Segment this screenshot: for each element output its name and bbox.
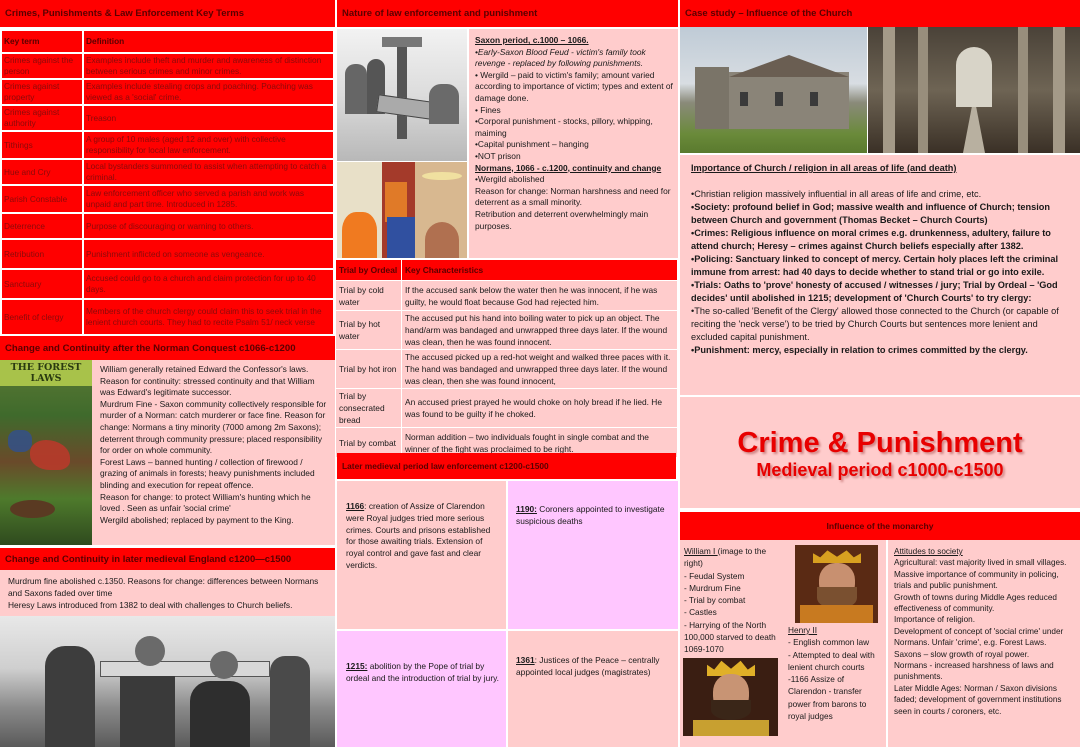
table-row	[336, 389, 678, 428]
key-terms-header-row	[1, 30, 334, 53]
william-item: - Murdrum Fine	[684, 582, 741, 593]
monarchy-title-bar	[680, 512, 1080, 540]
forest-laws-image	[0, 360, 92, 545]
year-label: 1215:	[346, 661, 368, 671]
table-row	[336, 350, 678, 389]
ordeal-name-header: Trial by Ordeal	[336, 260, 402, 281]
norman-item: •Wergild abolished	[475, 174, 545, 185]
william-section	[684, 545, 784, 656]
term-cell: Sanctuary	[1, 269, 83, 299]
definition-cell: Treason	[83, 105, 334, 131]
henry-item: -1166 Assize of Clarendon - transfer power from barons to royal judges	[788, 674, 867, 722]
henry-item: - Attempted to deal with lenient church courts	[788, 649, 875, 672]
attitude-item: Later Middle Ages: Norman / Saxon divisions faded; development of government institutions seen in courts / coroners, etc.	[894, 683, 1062, 716]
monarchy-kings-panel	[680, 540, 886, 747]
later-enforcement-title-bar	[337, 453, 676, 479]
henry-section	[788, 624, 884, 722]
later-medieval-title-bar	[0, 548, 335, 570]
table-row	[336, 311, 678, 350]
monarchy-title: Influence of the monarchy	[826, 521, 934, 531]
enforcement-cell-1190	[508, 481, 678, 629]
william-portrait	[795, 545, 878, 623]
norman-line: William generally retained Edward the Confessor's laws.	[100, 364, 309, 374]
term-cell: Benefit of clergy	[1, 299, 83, 335]
later-medieval-text	[0, 570, 335, 616]
attitudes-panel	[888, 540, 1080, 747]
definition-cell: Local bystanders summoned to assist when attempting to catch a criminal.	[83, 159, 334, 185]
term-cell: Crimes against property	[1, 79, 83, 105]
definition-cell: Law enforcement officer who served a parish and work was unpaid and part time. Introduced in 1285.	[83, 185, 334, 213]
table-row	[1, 131, 334, 159]
enforcement-cell-1166	[337, 481, 506, 629]
church-item: •Punishment: mercy, especially in relation to crimes committed by the clergy.	[691, 345, 1028, 355]
nature-title: Nature of law enforcement and punishment	[342, 8, 538, 19]
later-medieval-line: Murdrum fine abolished c.1350. Reasons for change: differences between Normans and Saxons faded over time	[8, 576, 319, 598]
ordeal-description: Norman addition – two individuals fought in single combat and the winner of the fight was proclaimed to be right.	[402, 428, 678, 458]
key-terms-title-bar	[0, 0, 335, 27]
table-row	[1, 239, 334, 269]
saxon-item: •NOT prison	[475, 150, 521, 161]
medieval-punishment-illustration	[337, 162, 467, 258]
forest-laws-caption: THE FOREST LAWS	[0, 360, 92, 386]
henry-item: - English common law	[788, 637, 870, 648]
definition-cell: Examples include stealing crops and poaching. Poaching was viewed as a 'social' crime.	[83, 79, 334, 105]
ordeal-name: Trial by cold water	[336, 281, 402, 311]
attitude-item: Development of concept of 'social crime' under Normans. Unfair 'crime', e.g. Forest Laws.	[894, 626, 1064, 648]
norman-item: Retribution and deterrent overwhelmingly main purposes.	[475, 208, 649, 231]
norman-conquest-text	[92, 360, 335, 545]
ordeal-description: An accused priest prayed he would choke on holy bread if he lied. He was found to be guilty if he choked.	[402, 389, 678, 428]
table-row	[1, 269, 334, 299]
henry-heading: Henry II	[788, 625, 818, 635]
attitude-item: Agricultural: vast majority lived in small villages.	[894, 558, 1067, 568]
attitude-item: Massive importance of community in policing, trials and public punishment.	[894, 569, 1059, 591]
later-enforcement-title: Later medieval period law enforcement c1200-c1500	[342, 461, 549, 471]
enforcement-cell-1215	[337, 631, 506, 747]
church-title: Case study – Influence of the Church	[685, 8, 853, 19]
church-heading: Importance of Church / religion in all areas of life (and death)	[691, 163, 957, 173]
church-item: •Trials: Oaths to 'prove' honesty of accused / witnesses / jury; Trial by Ordeal – 'God decides' until abolished in 1215; development of 'Church Courts' to try clergy:	[691, 280, 1058, 303]
church-item: •The so-called 'Benefit of the Clergy' allowed those connected to the Church (or capable of reciting the 'neck verse') to be tried by Church Courts but sentences more lenient and excluded capital punishment.	[691, 306, 1059, 342]
key-term-header: Key term	[1, 30, 83, 53]
table-row	[1, 185, 334, 213]
church-text	[680, 155, 1080, 395]
attitude-item: Importance of religion.	[894, 615, 976, 625]
stocks-engraving-image	[337, 29, 467, 161]
attitude-item: Saxons – slow growth of royal power.	[894, 649, 1030, 659]
ordeal-description: The accused picked up a red-hot weight and walked three paces with it. The hand was bandaged and unwrapped three days later. If the wound was clean, then she was found innocent,	[402, 350, 678, 389]
norman-line: Reason for continuity: stressed continuity and that William was Edward's legitimate successor.	[100, 375, 315, 398]
church-title-bar	[680, 0, 1080, 27]
term-cell: Deterrence	[1, 213, 83, 239]
norman-item: Reason for change: Norman harshness and need for deterrent as a small minority.	[475, 185, 671, 208]
enforcement-text: : creation of Assize of Clarendon were Royal judges tried more serious crimes. Courts and prisons established for those awaiting trials. Extension of royal control and gave fast and clear verdicts.	[346, 501, 491, 570]
later-medieval-title: Change and Continuity in later medieval England c1200—c1500	[5, 553, 292, 565]
definition-cell: Members of the church clergy could claim this to seek trial in the lenient church courts. They had to recite Psalm 51/ neck verse	[83, 299, 334, 335]
definition-cell: Punishment inflicted on someone as vengeance.	[83, 239, 334, 269]
saxon-item: •Capital punishment – hanging	[475, 139, 589, 150]
table-row	[1, 159, 334, 185]
table-row	[336, 281, 678, 311]
table-row	[1, 213, 334, 239]
church-item: •Christian religion massively influential in all areas of life and crime, etc.	[691, 189, 982, 199]
main-title: Crime & Punishment	[737, 427, 1023, 459]
church-interior-image	[868, 27, 1080, 153]
nature-title-bar	[337, 0, 678, 27]
william-item: - Feudal System	[684, 570, 745, 581]
definition-cell: Examples include theft and murder and awareness of distinction between serious crimes and minor crimes.	[83, 53, 334, 79]
definition-cell: Accused could go to a church and claim protection for up to 40 days.	[83, 269, 334, 299]
table-row	[1, 105, 334, 131]
main-subtitle: Medieval period c1000-c1500	[756, 460, 1004, 480]
william-item: - Trial by combat	[684, 595, 746, 606]
enforcement-cell-1361	[508, 631, 678, 747]
year-label: 1361	[516, 655, 535, 665]
later-medieval-line: Heresy Laws introduced from 1382 to deal with challenges to Church beliefs.	[8, 600, 293, 610]
william-item: - Castles	[684, 607, 717, 618]
ordeal-description: If the accused sank below the water then he was innocent, if he was guilty, he would float because God had rejected him.	[402, 281, 678, 311]
ordeal-name: Trial by combat	[336, 428, 402, 458]
nature-text	[469, 29, 678, 258]
term-cell: Tithings	[1, 131, 83, 159]
enforcement-text: : Justices of the Peace – centrally appointed local judges (magistrates)	[516, 655, 660, 677]
trial-by-ordeal-table	[335, 259, 678, 458]
norman-line: Wergild abolished; replaced by payment to the King.	[100, 514, 294, 525]
enforcement-text: Coroners appointed to investigate suspicious deaths	[516, 504, 665, 526]
henry-portrait	[683, 658, 778, 736]
william-heading: William I	[684, 546, 718, 556]
term-cell: Crimes against the person	[1, 53, 83, 79]
norman-conquest-title: Change and Continuity after the Norman Conquest c1066-c1200	[5, 342, 296, 354]
term-cell: Parish Constable	[1, 185, 83, 213]
attitude-item: Growth of towns during Middle Ages reduced effectiveness of community.	[894, 592, 1057, 614]
saxon-item: • Fines	[475, 104, 501, 115]
ordeal-name: Trial by hot iron	[336, 350, 402, 389]
ordeal-characteristics-header: Key Characteristics	[402, 260, 678, 281]
term-cell: Crimes against authority	[1, 105, 83, 131]
church-item: •Policing: Sanctuary linked to concept of mercy. Certain holy places left the criminal immune from arrest: had 40 days to decide whether to stand trial or go into exile.	[691, 254, 1059, 277]
enforcement-text: abolition by the Pope of trial by ordeal and the introduction of trial by jury.	[346, 661, 500, 683]
pillory-engraving-image	[0, 616, 335, 747]
key-terms-table	[0, 29, 335, 336]
term-cell: Retribution	[1, 239, 83, 269]
william-item: - Harrying of the North 100,000 starved to death 1069-1070	[684, 619, 776, 655]
saxon-item: • Wergild – paid to victim's family; amount varied according to importance of victim; types and extent of damage done.	[475, 69, 673, 103]
year-label: 1166	[346, 501, 365, 511]
definition-cell: A group of 10 males (aged 12 and over) with collective responsibility for local law enforcement.	[83, 131, 334, 159]
table-row	[1, 53, 334, 79]
church-item: •Society: profound belief in God; massive wealth and influence of Church; tension between Church and government (Thomas Becket – Church Courts)	[691, 202, 1051, 225]
saxon-heading: Saxon period, c.1000 – 1066.	[475, 35, 589, 45]
definition-header: Definition	[83, 30, 334, 53]
ordeal-name: Trial by consecrated bread	[336, 389, 402, 428]
norman-line: Forest Laws – banned hunting / collection of firewood / grazing of animals in forests; heavy punishments included blinding and execution for repeat offence.	[100, 456, 315, 490]
ordeal-header-row	[336, 260, 678, 281]
key-terms-title: Crimes, Punishments & Law Enforcement Key Terms	[5, 8, 244, 19]
attitudes-heading: Attitudes to society	[894, 547, 963, 556]
main-title-block	[680, 397, 1080, 508]
norman-line: Reason for change: to protect William's hunting which he loved . Seen as unfair 'social crime'	[100, 491, 311, 514]
attitude-item: Normans - increased harshness of laws and punishments.	[894, 661, 1054, 682]
norman-heading: Normans, 1066 - c.1200, continuity and change	[475, 162, 662, 173]
table-row	[1, 79, 334, 105]
table-row	[1, 299, 334, 335]
ordeal-description: The accused put his hand into boiling water to pick up an object. The hand/arm was bandaged and unwrapped three days later. If the wound was clean, then he was found innocent.	[402, 311, 678, 350]
william-heading-note: (image to the right)	[684, 546, 767, 569]
norman-line: Murdrum Fine - Saxon community collectively responsible for murder of a Norman: catch murderer or face fine. Reason for change: Normans a tiny minority (7000 among 2m Saxons); deterrent through community pressure; placed responsibility for order on whole community.	[100, 398, 327, 456]
norman-conquest-title-bar	[0, 336, 335, 360]
year-label: 1190:	[516, 504, 537, 514]
definition-cell: Purpose of discouraging or warning to others.	[83, 213, 334, 239]
church-item: •Crimes: Religious influence on moral crimes e.g. drunkenness, adultery, failure to attend church; Heresy – crimes against Church beliefs especially after 1382.	[691, 228, 1051, 251]
ordeal-name: Trial by hot water	[336, 311, 402, 350]
saxon-blood-feud: •Early-Saxon Blood Feud - victim's family took revenge - replaced by following punishments.	[475, 46, 646, 69]
saxon-item: •Corporal punishment - stocks, pillory, whipping, maiming	[475, 116, 653, 138]
church-exterior-image	[680, 27, 867, 153]
term-cell: Hue and Cry	[1, 159, 83, 185]
